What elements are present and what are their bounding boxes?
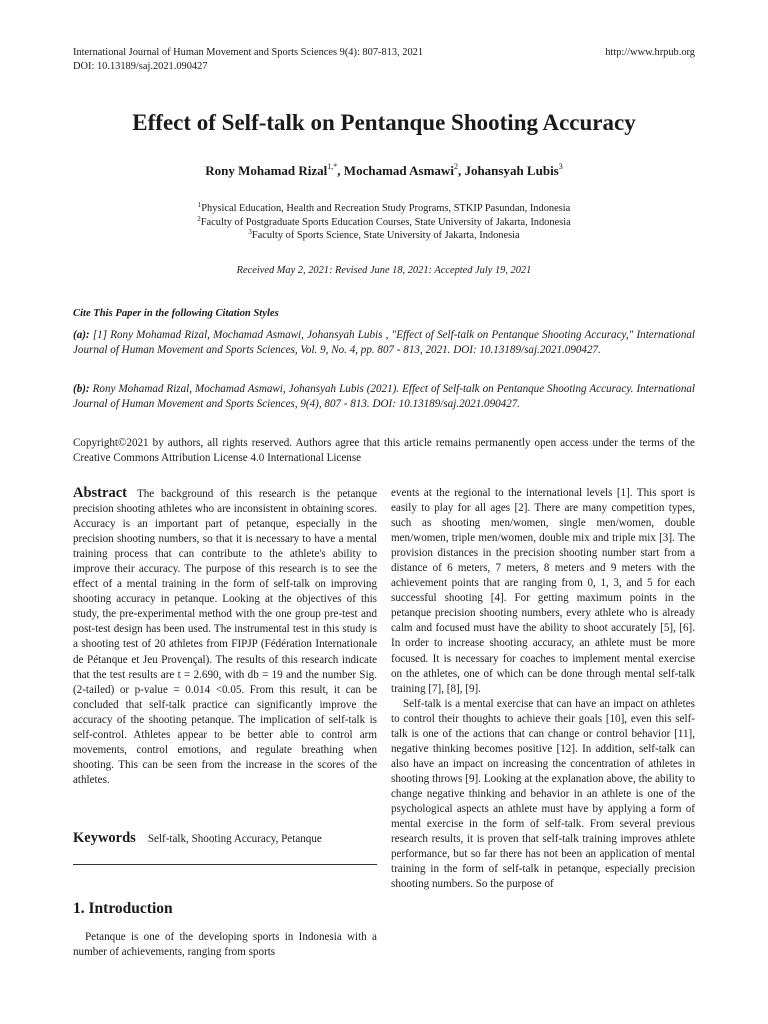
keywords-text: Self-talk, Shooting Accuracy, Petanque <box>147 833 322 845</box>
abstract-block <box>73 486 377 788</box>
introduction-heading: 1. Introduction <box>73 900 173 917</box>
affiliation-text: Faculty of Postgraduate Sports Education Courses, State University of Jakarta, Indonesia <box>200 216 571 228</box>
author-name: Johansyah Lubis <box>464 163 559 178</box>
journal-url[interactable]: http://www.hrpub.org <box>605 47 695 58</box>
author-sep: , <box>457 163 465 178</box>
abstract-label: Abstract <box>73 485 127 501</box>
copyright-notice: Copyright©2021 by authors, all rights reserved. Authors agree that this article remains permanently open access under the terms of the Creative Commons Attribution License 4.0 International License <box>73 437 695 464</box>
section-divider <box>73 864 377 865</box>
citation-a <box>73 328 695 359</box>
affiliation <box>0 202 768 216</box>
author-sup: 2 <box>453 162 458 171</box>
journal-line: International Journal of Human Movement and Sports Sciences 9(4): 807-813, 2021 <box>73 47 424 58</box>
citation-b-label: (b): <box>73 383 90 395</box>
affiliation-sup: 3 <box>248 228 252 236</box>
affiliation-text: Faculty of Sports Science, State University of Jakarta, Indonesia <box>251 230 520 241</box>
abstract-text: The background of this research is the petanque precision shooting athletes who are inconsistent in obtaining scores. Accuracy is an important part of petanque, especially in the precision shooting numbers, so that it is necessary to have a mental training process that can contribute to the athlete's ability to improve their accuracy. The purpose of this research is to see the effect of a mental training in the form of self-talk on improving shooting accuracy in petanque. Looking at the objectives of this study, the pre-experimental method with the one group pre-test and post-test design has been used. The instrumental test in this study is a shooting test of 20 athletes from FIPJP (Fédération Internationale de Pétanque et Jeu Provençal). The results of this research indicate that the test results are t = 2.690, with db = 19 and the number Sig. (2-tailed) or p-value = 0.014 <0.05. From this result, it can be concluded that self-talk practice can significantly improve the accuracy of the shooting petanque. The implication of self-talk is self-control. Athletes appear to be better able to control arm movements, control emotions, and regulate breathing when shooting. This can be seen from the increase in the scores of the athletes. <box>73 488 377 786</box>
submission-dates: Received May 2, 2021: Revised June 18, 2021: Accepted July 19, 2021 <box>236 265 532 276</box>
affiliation-sup: 1 <box>197 201 202 209</box>
keywords-block <box>73 829 377 847</box>
citation-a-text: [1] Rony Mohamad Rizal, Mochamad Asmawi, Johansyah Lubis , "Effect of Self-talk on Pentanque Shooting Accuracy," International Journal of Human Movement and Sports Sciences, Vol. 9, No. 4, pp. 807 - 813, 2021. DOI: 10.13189/saj.2021.090427. <box>73 329 695 357</box>
doi-line: DOI: 10.13189/saj.2021.090427 <box>73 61 208 72</box>
author-sup: 3 <box>558 162 563 171</box>
affiliation <box>0 216 768 230</box>
affiliations <box>0 202 768 243</box>
introduction-text: Petanque is one of the developing sports in Indonesia with a number of achievements, ranging from sports <box>73 931 377 959</box>
affiliation-text: Physical Education, Health and Recreation Study Programs, STKIP Pasundan, Indonesia <box>201 203 571 214</box>
right-column <box>391 486 695 892</box>
citation-b-text: Rony Mohamad Rizal, Mochamad Asmawi, Johansyah Lubis (2021). Effect of Self-talk on Pentanque Shooting Accuracy. International Journal of Human Movement and Sports Sciences, 9(4), 807 - 813. DOI: 10.13189/saj.2021.090427. <box>73 383 695 411</box>
affiliation-sup: 2 <box>197 214 201 223</box>
author-sup: 1,* <box>327 162 338 171</box>
keywords-label: Keywords <box>73 830 136 846</box>
citation-heading: Cite This Paper in the following Citation Styles <box>73 308 279 319</box>
paper-title: Effect of Self-talk on Pentanque Shooting Accuracy <box>132 110 636 135</box>
author-name: Mochamad Asmawi <box>343 163 454 178</box>
affiliation <box>0 229 768 243</box>
body-paragraph: events at the regional to the international levels [1]. This sport is easily to play for all ages [2]. There are many competition types, such as shooting men/women, single men/women, double men/women, triple men/women, double mix and triple mix [3]. The provision distances in the precision shooting number start from a distance of 6 meters, 7 meters, 8 meters and 9 meters with the achievement points that are ranging from 0, 1, 3, and 5 for each successful shooting [4]. For getting maximum points in the petanque precision shooting numbers, every athlete who is already calm and focused must have the ability to shoot accurately [5], [6]. In order to increase shooting accuracy, an athlete must be more focused. It is necessary for coaches to implement mental exercise on the athletes, one of which can be done through mental self-talk training [7], [8], [9]. <box>391 487 695 695</box>
author-list <box>0 163 768 179</box>
citation-b <box>73 382 695 413</box>
citation-a-label: (a): <box>73 329 90 341</box>
author-name: Rony Mohamad Rizal <box>205 163 328 178</box>
author-sep: , <box>337 163 344 178</box>
journal-header <box>73 46 423 74</box>
body-paragraph: Self-talk is a mental exercise that can have an impact on athletes to control their thoughts to achieve their goals [10], even this self-talk is one of the actions that can change or control behavior [11], negative thinking becomes positive [12]. In addition, self-talk can also have an impact on increasing the concentration of athletes in shooting throws [9]. Looking at the explanation above, the ability to change negative thinking and behavior in an athlete is one of the psychological aspects an athlete must have by applying a form of mental exercise in the form of self-talk. From several previous research results, it is proven that self-talk training improves athlete performance, but so far there has not been an application of mental training in the form of self-talk in petanque, especially precision shooting numbers. So the purpose of <box>391 697 695 891</box>
